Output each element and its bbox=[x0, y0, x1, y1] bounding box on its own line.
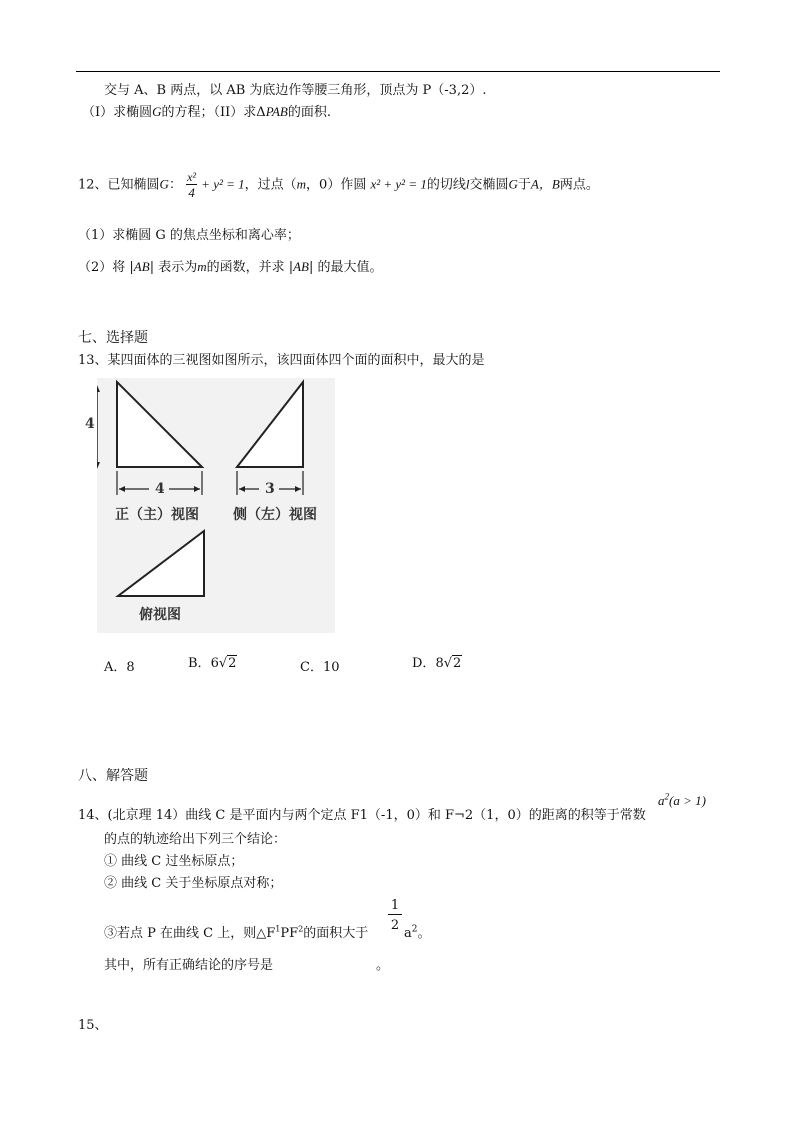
q12-fraction: $\frac{\text{x²}}{4}$ bbox=[187, 170, 197, 200]
option-a: A．8 bbox=[104, 660, 135, 675]
q11-line2: （I）求椭圆G的方程；（II）求ΔPAB的面积. bbox=[82, 104, 331, 120]
q14-ask: 其中，所有正确结论的序号是 bbox=[104, 958, 274, 973]
side-width-label: 3 bbox=[265, 481, 275, 497]
arrow-head-up bbox=[97, 385, 100, 392]
arrow-head-left bbox=[239, 486, 245, 492]
option-d-value: 8√2 bbox=[435, 656, 462, 671]
q15-number: 15、 bbox=[78, 1018, 108, 1033]
q14-frac-tail: $a^2$。 bbox=[404, 924, 431, 941]
arrow-head-right bbox=[295, 486, 301, 492]
option-b-value: 6√2 bbox=[210, 656, 237, 671]
top-view-triangle bbox=[118, 531, 204, 596]
q14-ask-end: 。 bbox=[376, 958, 390, 973]
q14-conclusion-3: ③若点 P 在曲线 C 上，则$\triangle F^1PF^2$的面积大于 bbox=[104, 924, 369, 941]
option-c: C．10 bbox=[300, 660, 340, 675]
section-heading-7: 七、选择题 bbox=[78, 330, 148, 346]
q14-frac-den: 2 bbox=[390, 918, 400, 933]
header-rule bbox=[76, 71, 720, 72]
top-view-caption: 俯视图 bbox=[139, 607, 181, 623]
q12-part2: （2）将 |AB| 表示为m的函数，并求 |AB| 的最大值。 bbox=[78, 259, 383, 275]
q12-part1: （1）求椭圆 G 的焦点坐标和离心率； bbox=[78, 228, 300, 243]
front-view-caption: 正（主）视图 bbox=[115, 507, 199, 523]
option-b: B．6√2 bbox=[188, 656, 237, 671]
front-view-triangle bbox=[117, 382, 202, 467]
front-width-label: 4 bbox=[155, 481, 165, 497]
side-view-triangle bbox=[237, 382, 303, 467]
three-view-figure bbox=[85, 378, 335, 633]
section-heading-8: 八、解答题 bbox=[78, 768, 148, 784]
q13-stem: 13、某四面体的三视图如图所示，该四面体四个面的面积中，最大的是 bbox=[78, 353, 485, 368]
front-height-label: 4 bbox=[85, 416, 95, 432]
arrow-head-down bbox=[97, 462, 100, 469]
option-d: D．8√2 bbox=[412, 656, 462, 671]
q14-stem: 14、(北京理 14）曲线 C 是平面内与两个定点 F1（-1，0）和 F¬2（1，0）的距离的积等于常数 bbox=[78, 808, 646, 823]
q14-conclusion-1: ① 曲线 C 过坐标原点； bbox=[104, 854, 244, 869]
q14-constant: $a^2(a > 1)$ bbox=[658, 791, 706, 808]
side-view-caption: 侧（左）视图 bbox=[233, 507, 317, 523]
arrow-head-left bbox=[119, 486, 125, 492]
q14-stem-cont: 的点的轨迹给出下列三个结论： bbox=[104, 832, 287, 847]
q12-stem: 12、已知椭圆G： $\frac{\text{x²}}{4}$ + y² = 1，过点（m，0）作圆 x² + y² = 1的切线l交椭圆G于A，B两点。 bbox=[78, 170, 599, 200]
q11-line1: 交与 A、B 两点，以 AB 为底边作等腰三角形，顶点为 P（-3,2）. bbox=[104, 83, 487, 98]
q14-frac-num: 1 bbox=[388, 898, 402, 915]
arrow-head-right bbox=[194, 486, 200, 492]
q14-conclusion-2: ② 曲线 C 关于坐标原点对称； bbox=[104, 876, 283, 891]
